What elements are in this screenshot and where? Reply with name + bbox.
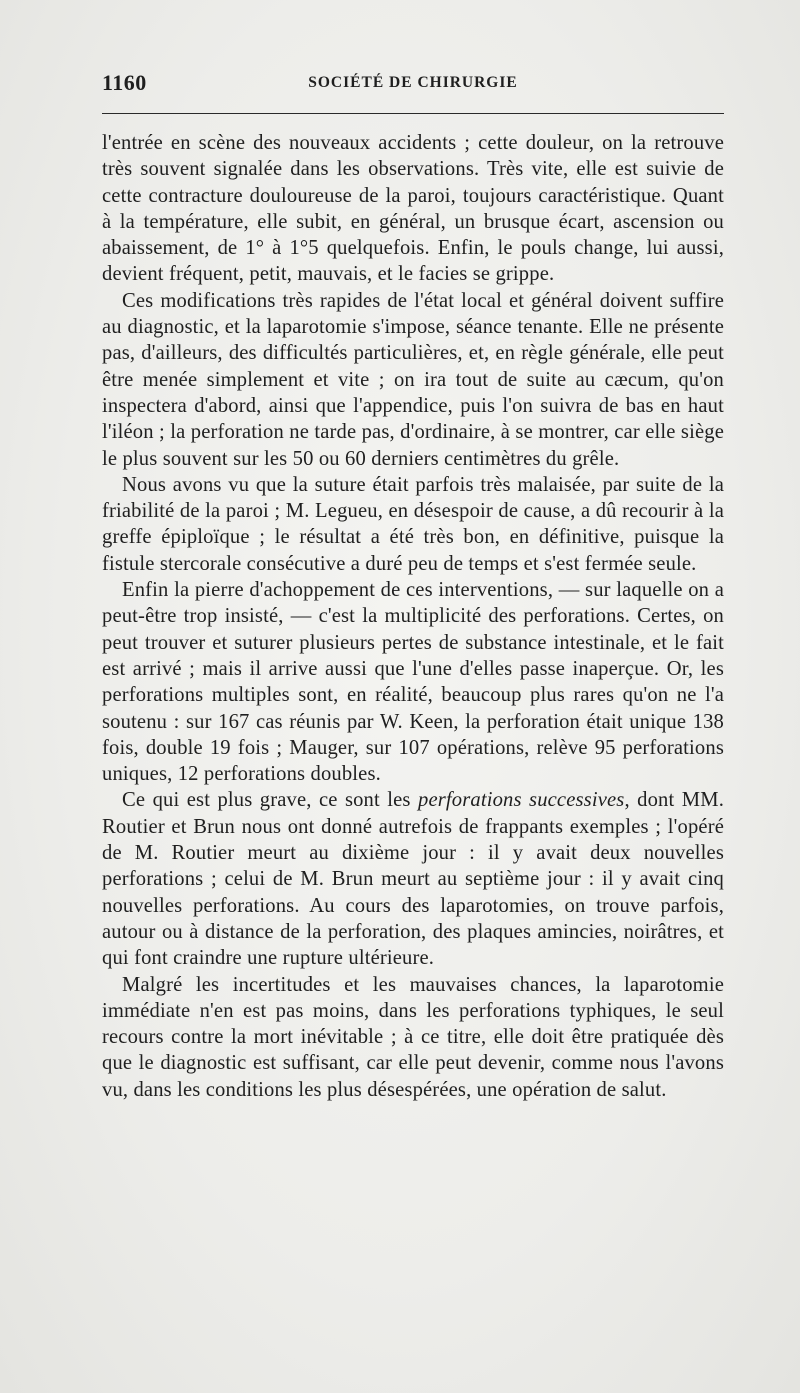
paragraph-6: Malgré les incertitudes et les mauvaises chances, la laparotomie immédiate n'en est pas moins, dans les perforations typhiques, le seul recours contre la mort inévitable ; à ce titre, elle doit être pratiquée dès que le diagnostic est suffisant, car elle peut devenir, comme nous l'avons vu, dans les conditions les plus désespérées, une opération de salut. [102, 973, 724, 1101]
running-head: SOCIÉTÉ DE CHIRURGIE [308, 74, 518, 91]
paragraph-3: Nous avons vu que la suture était parfois très malaisée, par suite de la friabilité de la paroi ; M. Legueu, en désespoir de cause, a dû recourir à la greffe épiploïque ; le résultat a été très bon, en définitive, puisque la fistule stercorale consécutive a duré peu de temps et s'est fermée seule. [102, 473, 724, 575]
header-rule [102, 113, 724, 114]
page-number: 1160 [102, 70, 147, 95]
paragraph-4: Enfin la pierre d'achoppement de ces interventions, — sur laquelle on a peut-être trop insisté, — c'est la multiplicité des perforations. Certes, on peut trouver et suturer plusieurs pertes de substance intestinale, et le fait est arrivé ; mais il arrive aussi que l'une d'elles passe inaperçue. Or, les perforations multiples sont, en réalité, beaucoup plus rares qu'on ne l'a soutenu : sur 167 cas réunis par W. Keen, la perforation était unique 138 fois, double 19 fois ; Mauger, sur 107 opérations, relève 95 perforations uniques, 12 perforations doubles. [102, 579, 724, 786]
paragraph-5-italic: perforations successives [418, 789, 625, 812]
paragraph-5-before: Ce qui est plus grave, ce sont les [122, 789, 418, 812]
paragraph-5 [102, 787, 724, 971]
paragraph-2: Ces modifications très rapides de l'état local et général doivent suffire au diagnostic, et la laparotomie s'impose, séance tenante. Elle ne présente pas, d'ailleurs, des difficultés particulières, et, en règle générale, elle peut être menée simplement et vite ; on ira tout de suite au cæcum, qu'on inspectera d'abord, ainsi que l'appendice, puis l'on suivra de bas en haut l'iléon ; la perforation ne tarde pas, d'ordinaire, à se montrer, car elle siège le plus souvent sur les 50 ou 60 derniers centimètres du grêle. [102, 289, 724, 470]
body-text [102, 130, 724, 1103]
paragraph-5-after: , dont MM. Routier et Brun nous ont donné autrefois de frappants exemples ; l'opéré de M. Routier meurt au dixième jour : il y avait deux nouvelles perforations ; celui de M. Brun meurt au septième jour : il y avait cinq nouvelles perforations. Au cours des laparotomies, on trouve parfois, autour ou à distance de la perforation, des plaques amincies, noirâtres, et qui font craindre une rupture ultérieure. [102, 789, 724, 970]
paragraph-1: l'entrée en scène des nouveaux accidents ; cette douleur, on la retrouve très souvent signalée dans les observations. Très vite, elle est suivie de cette contracture douloureuse de la paroi, toujours caractéristique. Quant à la température, elle subit, en général, un brusque écart, ascension ou abaissement, de 1° à 1°5 quelquefois. Enfin, le pouls change, lui aussi, devient fréquent, petit, mauvais, et le facies se grippe. [102, 132, 724, 286]
page-header [102, 64, 724, 104]
